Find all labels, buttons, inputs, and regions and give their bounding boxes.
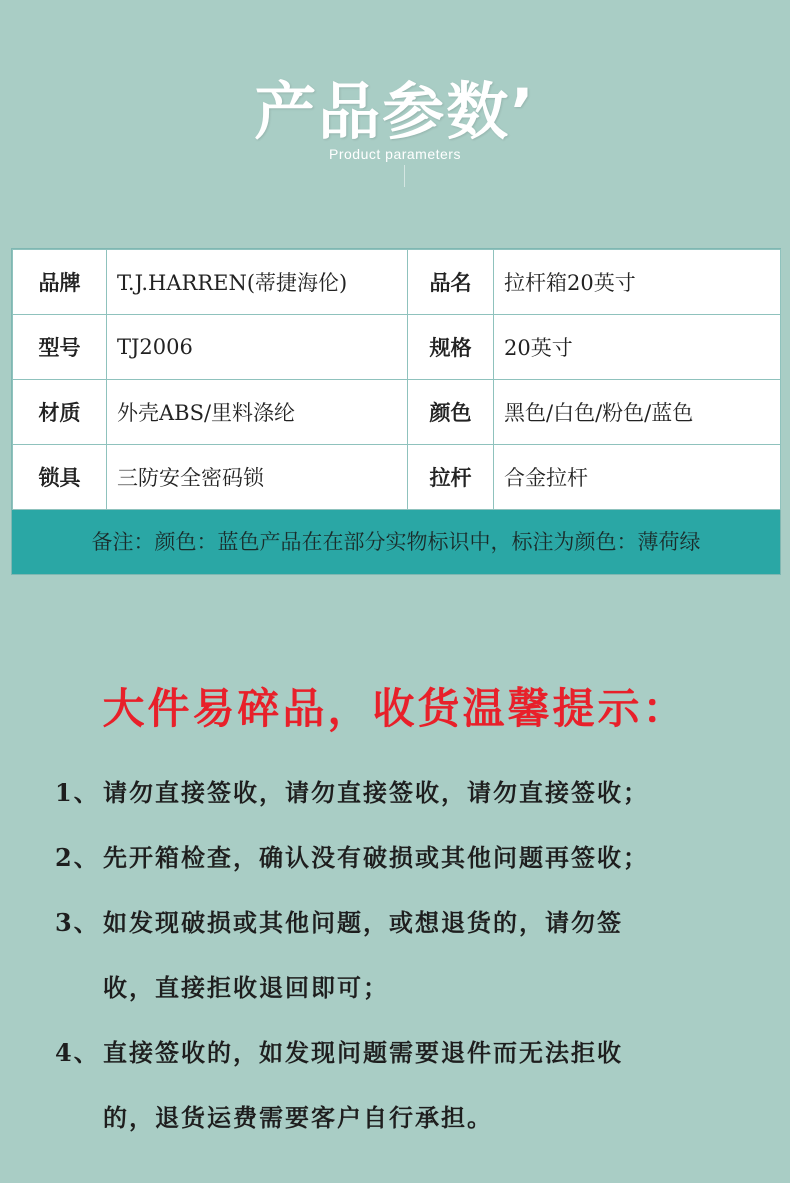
param-key: 锁具 <box>13 445 107 510</box>
table-row <box>13 445 781 510</box>
param-key: 品牌 <box>13 250 107 315</box>
remark-bar: 备注：颜色：蓝色产品在在部分实物标识中，标注为颜色：薄荷绿 <box>12 510 780 574</box>
param-key: 拉杆 <box>408 445 494 510</box>
table-row <box>13 380 781 445</box>
header <box>0 0 790 240</box>
tip-item <box>55 825 755 890</box>
param-key: 型号 <box>13 315 107 380</box>
table-row <box>13 315 781 380</box>
tip-text: 请勿直接签收，请勿直接签收，请勿直接签收； <box>103 778 649 807</box>
param-key: 品名 <box>408 250 494 315</box>
param-value: 外壳ABS/里料涤纶 <box>107 380 408 445</box>
tip-text: 先开箱检查，确认没有破损或其他问题再签收； <box>103 843 649 872</box>
params-table <box>11 248 781 575</box>
param-value: T.J.HARREN(蒂捷海伦) <box>107 250 408 315</box>
param-key: 规格 <box>408 315 494 380</box>
param-value: 合金拉杆 <box>494 445 781 510</box>
tip-number: 4、 <box>55 1038 100 1067</box>
page-subtitle: Product parameters <box>329 146 461 162</box>
tips-list <box>55 760 755 1150</box>
warning-title: 大件易碎品，收货温馨提示： <box>102 684 688 733</box>
tip-text: 直接签收的，如发现问题需要退件而无法拒收 <box>103 1038 623 1067</box>
param-value: 三防安全密码锁 <box>107 445 408 510</box>
table-row <box>13 250 781 315</box>
tip-text-continued: 的，退货运费需要客户自行承担。 <box>103 1103 493 1132</box>
param-value: 拉杆箱20英寸 <box>494 250 781 315</box>
tip-number: 1、 <box>55 778 100 807</box>
param-key: 材质 <box>13 380 107 445</box>
tip-number: 2、 <box>55 843 100 872</box>
tip-number: 3、 <box>55 908 100 937</box>
tip-text: 如发现破损或其他问题，或想退货的，请勿签 <box>103 908 623 937</box>
param-value: 黑色/白色/粉色/蓝色 <box>494 380 781 445</box>
tip-item <box>55 1020 755 1150</box>
param-value: 20英寸 <box>494 315 781 380</box>
divider-line <box>404 165 405 187</box>
param-key: 颜色 <box>408 380 494 445</box>
param-value: TJ2006 <box>107 315 408 380</box>
tip-item <box>55 760 755 825</box>
tip-text-continued: 收，直接拒收退回即可； <box>103 973 389 1002</box>
tip-item <box>55 890 755 1020</box>
page-title: 产品参数’ <box>254 75 536 148</box>
params-grid <box>12 249 781 510</box>
